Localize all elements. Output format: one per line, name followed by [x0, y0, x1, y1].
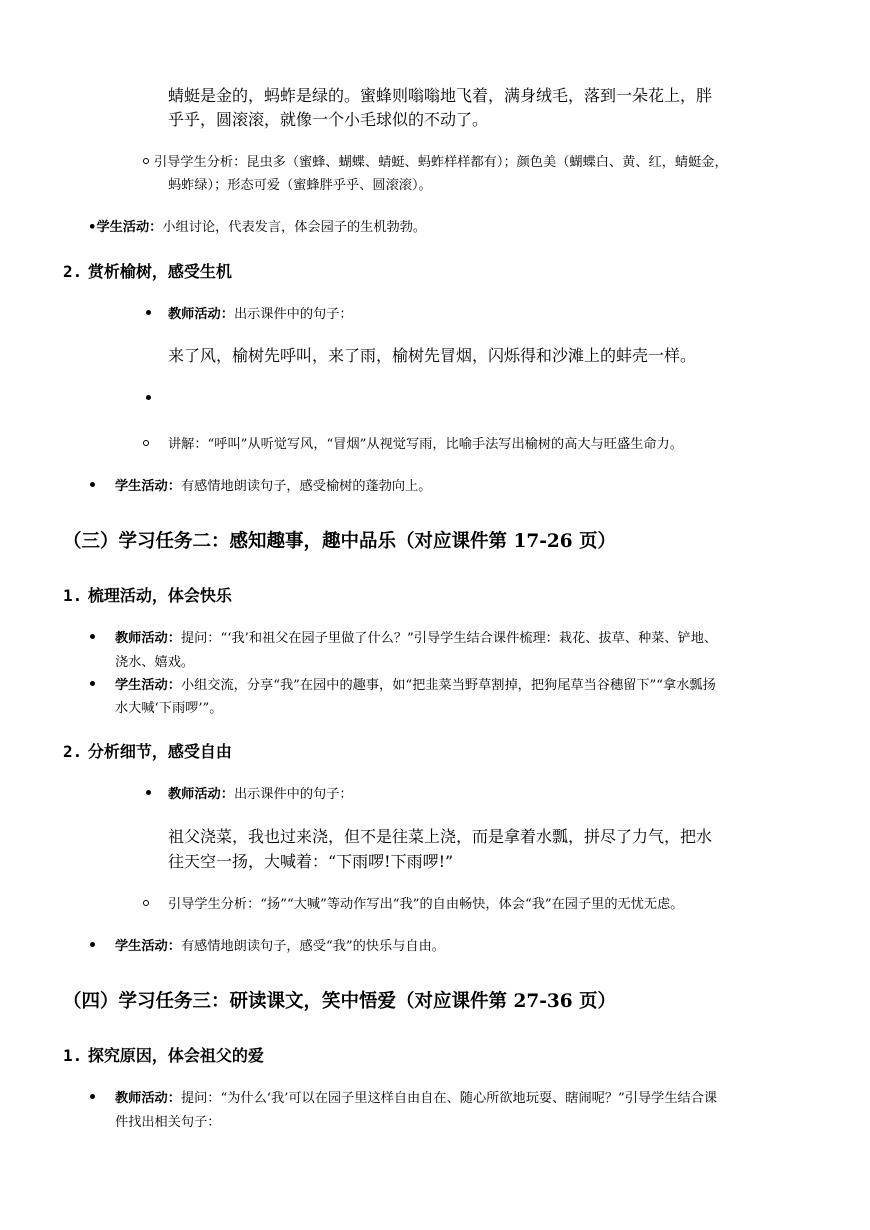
- quote-line: 蜻蜓是金的，蚂蚱是绿的。蜜蜂则嗡嗡地飞着，满身绒毛，落到一朵花上，胖: [168, 86, 713, 105]
- student-activity-text: 水大喊‘下雨啰’”。: [115, 701, 223, 716]
- bullet-icon: [90, 942, 95, 947]
- bullet-icon: [90, 482, 95, 487]
- teacher-activity-text: 提问：“‘我’和祖父在园子里做了什么？”引导学生结合课件梳理：栽花、拔草、种菜、铲地、: [180, 631, 718, 646]
- bullet-icon: [90, 681, 95, 686]
- teacher-activity-text: 件找出相关句子：: [115, 1115, 221, 1130]
- quote-line: 往天空一扬，大喊着：“下雨啰!下雨啰!”: [168, 852, 454, 871]
- teacher-activity-text: 浇水、嬉戏。: [115, 655, 195, 670]
- teacher-activity-text: 出示课件中的句子：: [233, 787, 353, 802]
- student-activity: [115, 935, 445, 954]
- bullet-icon: [146, 395, 151, 400]
- point-heading: [63, 259, 232, 282]
- student-activity-text: 小组交流，分享“我”在园中的趣事，如“把韭菜当野草割掉，把狗尾草当谷穗留下”“拿水瓢扬: [180, 678, 716, 693]
- point-number: 2.: [63, 742, 83, 761]
- point-title: 梳理活动，体会快乐: [87, 586, 232, 605]
- section-heading: （四）学习任务三：研读课文，笑中悟爱（对应课件第 27-36 页）: [63, 991, 617, 1012]
- student-activity-text: 有感情地朗读句子，感受榆树的蓬勃向上。: [180, 479, 432, 494]
- point-heading: [63, 739, 232, 762]
- teacher-activity-label: 教师活动：: [168, 307, 234, 322]
- point-title: 探究原因，体会祖父的爱: [87, 1046, 264, 1065]
- teacher-activity-label: 教师活动：: [115, 631, 181, 646]
- bullet-icon: [90, 634, 95, 639]
- point-number: 2.: [63, 262, 83, 281]
- student-activity: [88, 216, 426, 235]
- bullet-icon: [146, 790, 151, 795]
- explain-text: 讲解：“呼叫”从听觉写风，“冒烟”从视觉写雨，比喻手法写出榆树的高大与旺盛生命力。: [168, 437, 683, 452]
- point-number: 1.: [63, 586, 83, 605]
- guide-text: 引导学生分析：昆虫多（蜜蜂、蝴蝶、蜻蜓、蚂蚱样样都有）；颜色美（蝴蝶白、黄、红，蜻蜓金，: [154, 155, 728, 170]
- quote-line: 祖父浇菜，我也过来浇，但不是往菜上浇，而是拿着水瓢，拼尽了力气，把水: [168, 827, 713, 846]
- student-activity: [115, 475, 432, 494]
- teacher-activity-label: 教师活动：: [168, 787, 234, 802]
- teacher-activity-text: 出示课件中的句子：: [233, 307, 353, 322]
- quote-line: 来了风，榆树先呼叫，来了雨，榆树先冒烟，闪烁得和沙滩上的蚌壳一样。: [168, 346, 697, 365]
- point-heading: [63, 1043, 264, 1066]
- point-heading: [63, 583, 232, 606]
- guide-text: 蚂蚱绿）；形态可爱（蜜蜂胖乎乎、圆滚滚）。: [168, 178, 432, 193]
- hollow-bullet-icon: [143, 158, 149, 164]
- student-activity-label: 学生活动：: [115, 939, 181, 954]
- student-activity-text: 有感情地朗读句子，感受“我”的快乐与自由。: [180, 939, 445, 954]
- student-activity-text: 小组讨论，代表发言，体会园子的生机勃勃。: [162, 220, 427, 235]
- teacher-activity-text: 提问：“为什么‘我’可以在园子里这样自由自在、随心所欲地玩耍、瞎闹呢？”引导学生结合课: [180, 1091, 718, 1106]
- teacher-activity: [115, 1087, 717, 1106]
- teacher-activity: [168, 303, 353, 322]
- teacher-activity: [168, 783, 353, 802]
- student-activity: [115, 674, 716, 693]
- student-activity-label: 学生活动：: [115, 479, 181, 494]
- teacher-activity: [115, 627, 717, 646]
- quote-line: 乎乎，圆滚滚，就像一个小毛球似的不动了。: [168, 110, 489, 129]
- bullet-icon: [146, 310, 151, 315]
- student-activity-label: 学生活动：: [115, 678, 181, 693]
- point-number: 1.: [63, 1046, 83, 1065]
- section-heading: （三）学习任务二：感知趣事，趣中品乐（对应课件第 17-26 页）: [63, 531, 617, 552]
- hollow-bullet-icon: [143, 440, 149, 446]
- bullet-icon: [90, 1094, 95, 1099]
- hollow-bullet-icon: [143, 900, 149, 906]
- student-activity-label: •学生活动：: [88, 220, 163, 235]
- point-title: 赏析榆树，感受生机: [87, 262, 232, 281]
- teacher-activity-label: 教师活动：: [115, 1091, 181, 1106]
- guide-text: 引导学生分析：“扬”“大喊”等动作写出“我”的自由畅快，体会“我”在园子里的无忧无虑。: [168, 897, 684, 912]
- point-title: 分析细节，感受自由: [87, 742, 232, 761]
